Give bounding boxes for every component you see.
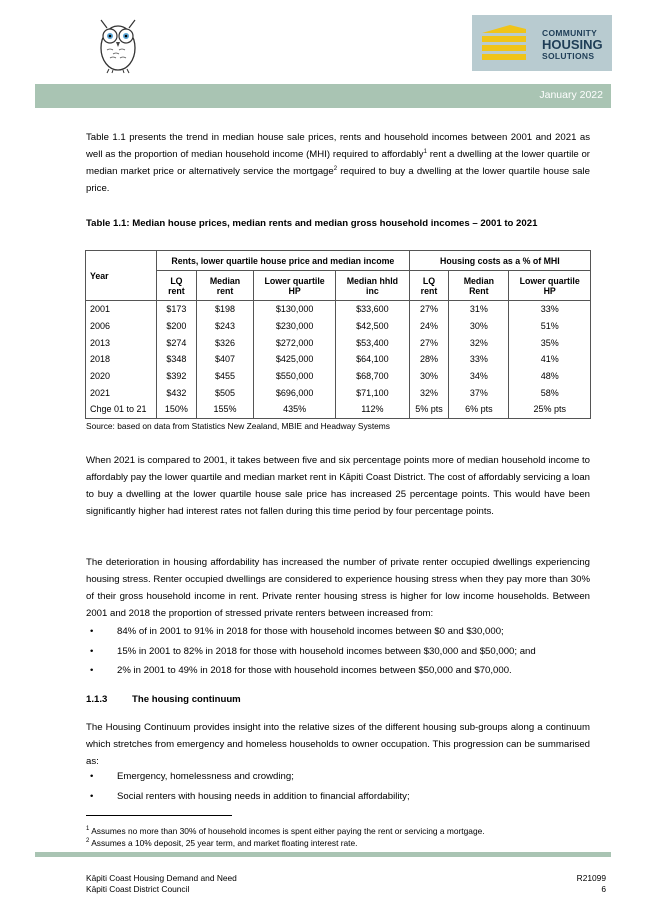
table-cell: 24% [409,318,449,335]
bullet-icon: • [90,626,94,637]
footnote-2: $^2$ Assumes a 10% deposit, 25 year term, and market floating interest rate. [86,838,358,848]
list-item-text: 84% of in 2001 to 91% in 2018 for those with household incomes between $0 and $30,000; [117,626,504,637]
column-header: Lower quartile HP [254,271,336,301]
table-row [86,384,591,401]
housing-costs-table [85,250,591,419]
table-row [86,368,591,385]
table-cell: $243 [196,318,253,335]
column-header: Lower quartile HP [509,271,591,301]
footnote-divider [86,815,232,816]
list-item-text: 15% in 2001 to 82% in 2018 for those with household incomes between $30,000 and $50,000; and [117,645,536,657]
table-cell: 25% pts [509,401,591,419]
table-cell: 112% [336,401,410,419]
table-cell: 33% [509,301,591,318]
table-cell: 48% [509,368,591,385]
footnote-1: $^1$ Assumes no more than 30% of household incomes is spent either paying the rent or servicing a mortgage. [86,826,485,836]
table-cell: 435% [254,401,336,419]
row-label: 2018 [86,351,157,368]
table-source: Source: based on data from Statistics New Zealand, MBIE and Headway Systems [86,421,390,431]
list-item [86,622,536,642]
table-cell: 27% [409,335,449,352]
table-row [86,351,591,368]
table-cell: $505 [196,384,253,401]
footnote-ref-1: 1 [423,148,427,155]
table-cell: $173 [157,301,197,318]
table-cell: $407 [196,351,253,368]
bullet-icon: • [90,665,94,676]
table-caption: Table 1.1: Median house prices, median rents and median gross household incomes – 2001 to 2021 [86,218,538,229]
page-number: 6 [601,884,606,894]
table-cell: $326 [196,335,253,352]
stress-bullet-list [86,622,536,681]
section-title: The housing continuum [132,694,241,705]
table-cell: 31% [449,301,509,318]
table-cell: $42,500 [336,318,410,335]
section-heading [86,694,241,705]
list-item-text: 2% in 2001 to 49% in 2018 for those with household incomes between $50,000 and $70,000. [117,665,512,676]
logo-line-community: COMMUNITY [542,28,598,38]
table-cell: $64,100 [336,351,410,368]
table-row [86,318,591,335]
list-item [86,661,536,681]
table-cell: 35% [509,335,591,352]
table-cell: 33% [449,351,509,368]
community-housing-solutions-logo [472,15,612,71]
list-item-text: Emergency, homelessness and crowding; [117,771,294,782]
header-band [35,84,611,108]
list-item [86,767,410,787]
header-year: Year [86,251,157,301]
table-cell: $425,000 [254,351,336,368]
table-cell: 41% [509,351,591,368]
row-label: Chge 01 to 21 [86,401,157,419]
header-group-prices: Rents, lower quartile house price and median income [157,251,410,271]
column-header: Median rent [196,271,253,301]
logo-line-housing: HOUSING [542,37,603,52]
table-cell: $392 [157,368,197,385]
compare-paragraph: When 2021 is compared to 2001, it takes between five and six percentage points more of median household income to affordably pay the lower quartile and median market rent in Kāpiti Coast District. The cost of affordably servicing a loan to buy a dwelling at the lower quartile house sale price has increased 25 percentage points. This would have been significantly higher had interest rates not fallen during this time period by four percentage points. [86,455,590,517]
continuum-bullet-list [86,767,410,806]
list-item-text: Social renters with housing needs in addition to financial affordability; [117,790,410,802]
table-cell: 5% pts [409,401,449,419]
list-item [86,787,410,807]
header-date: January 2022 [539,89,603,101]
continuum-paragraph: The Housing Continuum provides insight into the relative sizes of the different housing sub-groups along a continuum which stretches from emergency and homeless households to owner occupation. This progression can be summarised as: [86,722,590,767]
table-cell: $455 [196,368,253,385]
table-cell: $198 [196,301,253,318]
section-number: 1.1.3 [86,694,108,705]
stress-paragraph: The deterioration in housing affordability has increased the number of private renter occupied dwellings experiencing housing stress. Renter occupied dwellings are considered to experience housing stress when they pay more than 30% of their gross household income in rent. Private renter housing stress is higher for low income households. Between 2001 and 2018 the proportion of stressed private renters between increased from: [86,557,590,619]
list-item [86,642,536,662]
footer-ref: R21099 [576,873,606,883]
table-cell: 34% [449,368,509,385]
table-cell: 58% [509,384,591,401]
row-label: 2006 [86,318,157,335]
bullet-icon: • [90,790,94,802]
table-cell: $53,400 [336,335,410,352]
table-row [86,301,591,318]
table-row [86,401,591,419]
column-header: LQ rent [157,271,197,301]
logo-line-solutions: SOLUTIONS [542,51,595,61]
column-header: Median Rent [449,271,509,301]
bullet-icon: • [90,771,94,782]
table-row [86,335,591,352]
table-cell: 30% [409,368,449,385]
footer-band [35,852,611,857]
table-cell: $130,000 [254,301,336,318]
table-cell: $71,100 [336,384,410,401]
owl-logo-icon [93,14,143,74]
row-label: 2021 [86,384,157,401]
intro-text-2: rent a dwelling at the lower quartile or median market price or alternatively service the mortgage [86,149,590,177]
table-cell: 27% [409,301,449,318]
table-cell: $272,000 [254,335,336,352]
table-cell: 155% [196,401,253,419]
table-cell: 51% [509,318,591,335]
column-header: LQ rent [409,271,449,301]
table-cell: 28% [409,351,449,368]
table-cell: 30% [449,318,509,335]
table-cell: 150% [157,401,197,419]
footnote-ref-2: 2 [333,165,338,172]
table-cell: $348 [157,351,197,368]
footer-right [577,873,606,895]
intro-text-3: required to buy a dwelling at the lower quartile house sale price. [86,166,590,194]
table-cell: $696,000 [254,384,336,401]
intro-text-1: Table 1.1 presents the trend in median house sale prices, rents and household incomes between 2001 and 2021 as well as the proportion of median household income (MHI) required to affordably [86,132,590,160]
table-cell: $230,000 [254,318,336,335]
logo-bars-icon [480,23,528,63]
table-cell: $200 [157,318,197,335]
bullet-icon: • [90,645,94,657]
table-cell: $432 [157,384,197,401]
table-cell: $274 [157,335,197,352]
table-cell: $550,000 [254,368,336,385]
table-cell: 32% [409,384,449,401]
footer-title: Kāpiti Coast Housing Demand and Need [86,873,237,883]
row-label: 2020 [86,368,157,385]
intro-paragraph [86,129,590,197]
table-cell: 6% pts [449,401,509,419]
table-cell: $68,700 [336,368,410,385]
header-group-costs: Housing costs as a % of MHI [409,251,590,271]
column-header: Median hhld inc [336,271,410,301]
table-cell: $33,600 [336,301,410,318]
table-cell: 37% [449,384,509,401]
footer-left [86,873,237,895]
table-cell: 32% [449,335,509,352]
row-label: 2013 [86,335,157,352]
row-label: 2001 [86,301,157,318]
footer-org: Kāpiti Coast District Council [86,884,190,894]
